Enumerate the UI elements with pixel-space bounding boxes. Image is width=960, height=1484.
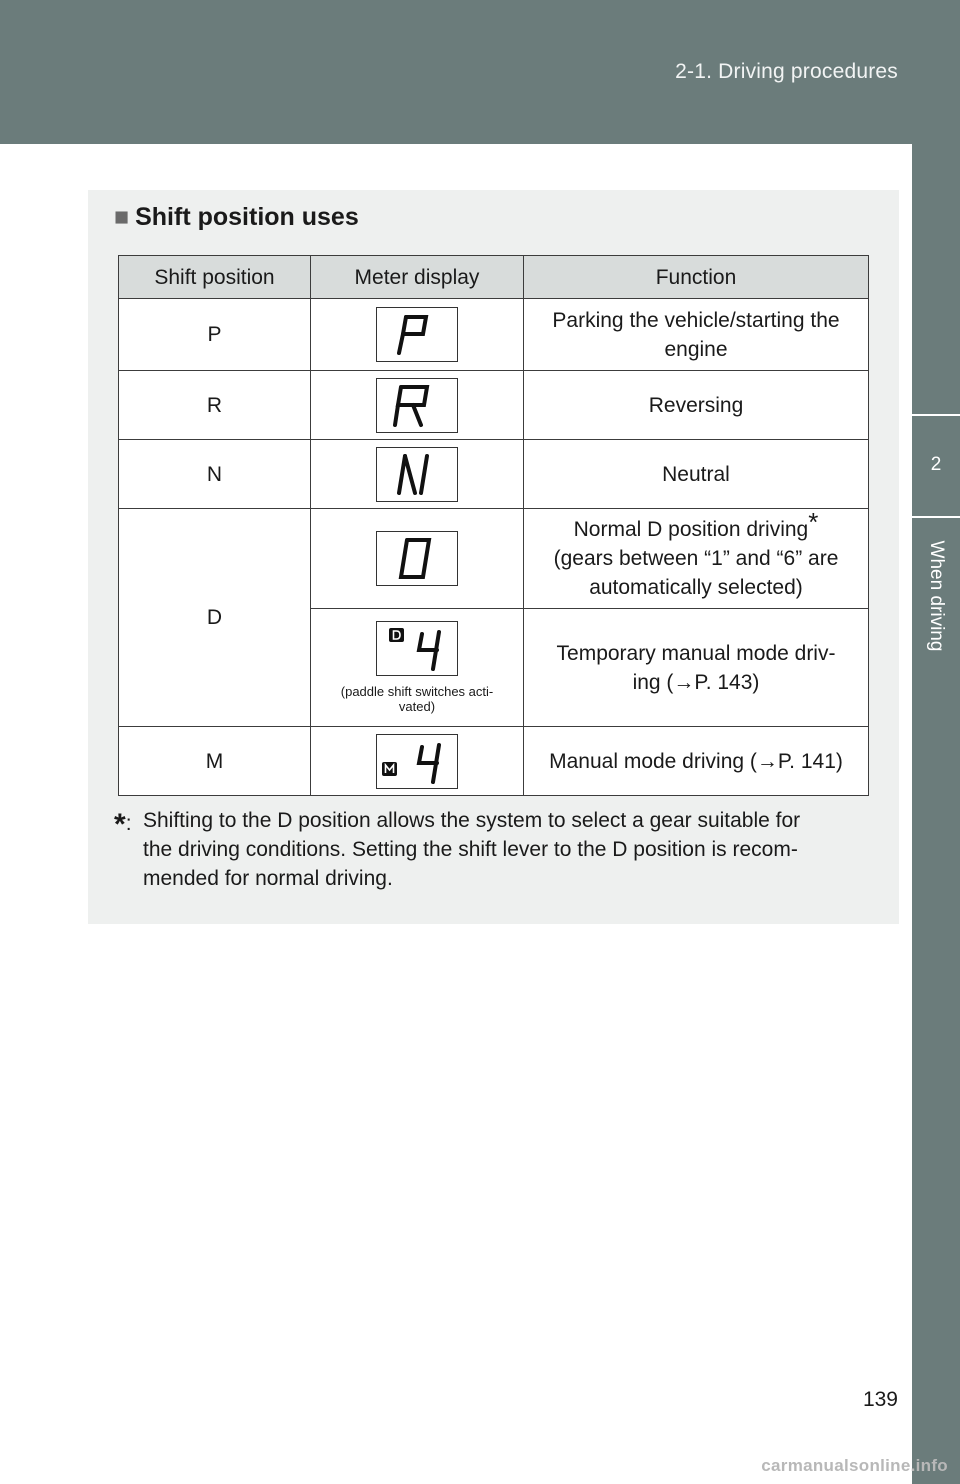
chapter-title: 2-1. Driving procedures	[675, 60, 898, 83]
shift-position-table	[118, 255, 869, 796]
page-number: 139	[862, 1388, 898, 1411]
meter-display-cell	[311, 609, 524, 727]
function-text-line: ing (→P. 143)	[632, 670, 760, 694]
meter-m4-icon	[376, 734, 458, 789]
table-header-row	[119, 256, 869, 299]
footnote	[114, 806, 874, 893]
meter-r-icon	[376, 378, 458, 433]
function-cell: Neutral	[524, 440, 869, 509]
function-cell	[524, 609, 869, 727]
meter-display-cell	[311, 727, 524, 796]
meter-display-cell	[311, 440, 524, 509]
function-cell	[524, 299, 869, 371]
table-row-r	[119, 371, 869, 440]
column-header-shift-position: Shift position	[119, 256, 311, 299]
meter-display-cell	[311, 299, 524, 371]
meter-n-icon	[376, 447, 458, 502]
side-tab-top	[912, 144, 960, 414]
chapter-number: 2	[930, 454, 942, 475]
function-text-line: (gears between “1” and “6” are	[553, 547, 839, 570]
function-text-line: Temporary manual mode driv-	[556, 641, 836, 665]
shift-position-cell: M	[119, 727, 311, 796]
side-tab-chapter-number	[912, 414, 960, 518]
function-cell: Manual mode driving (→P. 141)	[524, 727, 869, 796]
shift-position-cell: R	[119, 371, 311, 440]
table-row-p	[119, 299, 869, 371]
shift-position-cell: P	[119, 299, 311, 371]
square-bullet-icon: ■	[114, 203, 130, 231]
column-header-function: Function	[524, 256, 869, 299]
shift-position-cell: N	[119, 440, 311, 509]
footnote-text: Shifting to the D position allows the system to select a gear suitable for the driving conditions. Setting the shift lever to the D position is recom- mended for normal driving.	[143, 809, 801, 890]
function-text-line: Parking the vehicle/starting the	[552, 308, 840, 332]
function-text-line: engine	[664, 337, 728, 361]
watermark: carmanualsonline.info	[761, 1456, 948, 1475]
table-row-m	[119, 727, 869, 796]
column-header-meter-display: Meter display	[311, 256, 524, 299]
function-cell: Reversing	[524, 371, 869, 440]
table-row-n	[119, 440, 869, 509]
table-row-d-normal	[119, 509, 869, 609]
shift-position-cell: D	[119, 509, 311, 727]
meter-p-icon	[376, 307, 458, 362]
function-cell	[524, 506, 869, 609]
function-text-line: Normal D position driving*	[573, 506, 819, 541]
side-tab-label: When driving	[926, 540, 947, 652]
meter-display-cell	[311, 509, 524, 609]
section-heading-text: Shift position uses	[135, 203, 359, 231]
meter-display-cell	[311, 371, 524, 440]
footnote-marker: *:	[114, 808, 132, 841]
section-heading	[114, 203, 359, 232]
function-text-line: automatically selected)	[589, 576, 803, 599]
asterisk-mark: *	[808, 506, 819, 537]
meter-d4-icon	[376, 621, 458, 676]
side-tab-bottom	[912, 518, 960, 1484]
meter-d-icon	[376, 531, 458, 586]
meter-note: (paddle shift switches acti- vated)	[340, 684, 494, 714]
